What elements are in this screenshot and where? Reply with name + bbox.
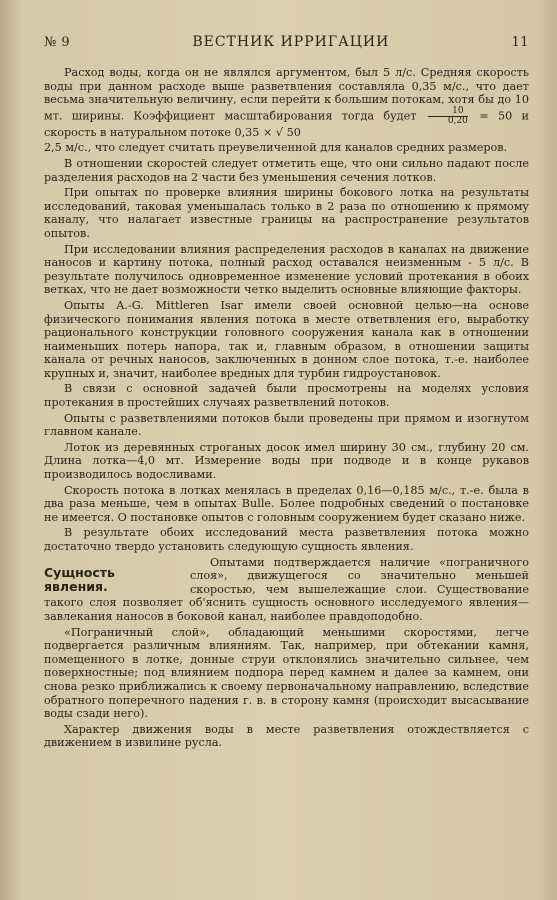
paragraph-flow-rate-cont: 2,5 м/с., что следует считать преувеличенной для каналов средних размеров.: [44, 141, 508, 155]
paragraph-isar-experiments: Опыты A.-G. Mittleren Isar имели своей основной целью—на основе физического понимания явления потока в месте ответвления его, выработку рационального конструкции головного сооружения канала как в отношении наименьших потерь напора, так и, главным образом, в отношении защиты канала от речных наносов, заключенных в донном слое потока, т.-е. наиболее крупных и, значит, наиболее вредных для турбин гидроустановок.: [44, 298, 529, 380]
paragraph-boundary-layer: Опытами подтверждается наличие «пограничного слоя», движущегося со значительно меньшей скоростью, чем вышележащие слои. Существование такого слоя позволяет об'яснить сущность основного исследуемого явления—завлекания наносов в боковой канал, наиболее правдоподобно.: [44, 555, 529, 623]
scale-fraction: $\frac{10}{0,20}$: [428, 107, 468, 126]
paragraph-width-tests: При опытах по проверке влияния ширины бокового лотка на результаты исследований, таковая уменьшалась только в 2 раза по отношению к прямому каналу, что налагает известные границы на распространение результатов опытов.: [44, 186, 529, 240]
paragraph-flume: Лоток из деревянных строганых досок имел ширину 30 см., глубину 20 см. Длина лотка—4,0 мт. Измерение воды при подводе и в конце рукавов производилось водосливами.: [44, 440, 529, 482]
essence-section: [44, 556, 529, 626]
issue-number: № 9: [44, 35, 71, 50]
paragraph-branching: Опыты с разветвлениями потоков были проведены при прямом и изогнутом главном канале.: [44, 411, 529, 439]
paragraph-velocity: В отношении скоростей следует отметить еще, что они сильно падают после разделения расходов на 2 части без уменьшения сечения лотков.: [44, 156, 529, 184]
article-body: [44, 66, 529, 750]
side-heading: Сущность явления.: [44, 564, 115, 594]
paragraph-results: В результате обоих исследований места разветвления потока можно достаточно твердо установить следующую сущность явления.: [44, 526, 529, 553]
paragraph-river-bend: Характер движения воды в месте разветвления отождествляется с движением в извилине русла.: [44, 722, 529, 750]
paragraph-models: В связи с основной задачей были просмотрены на моделях условия протекания в простейших случаях разветвлений потоков.: [44, 382, 529, 410]
paragraph-flow-rate: Расход воды, когда он не являлся аргументом, был 5 л/с. Средняя скорость воды при данном расходе выше разветвления составляла 0,35 м/с., что дает весьма значительную величину, если перейти к большим потокам, хотя бы до 10 мт. ширины. Коэффициент масштабирования тогда будет $\frac{10}{0,20}$ = 50 и скорость в натуральном потоке 0,35 × √ 50: [44, 66, 529, 139]
paragraph-flow-speed: Скорость потока в лотках менялась в пределах 0,16—0,185 м/с., т.-е. была в два раза меньше, чем в опытах Bulle. Более подробных сведений о постановке не имеется. О постановке опытов с головным сооружением будет сказано ниже.: [44, 483, 529, 524]
journal-title: ВЕСТНИК ИРРИГАЦИИ: [192, 34, 390, 50]
paragraph-boundary-layer-effects: «Пограничный слой», обладающий меньшими скоростями, легче подвергается различным влияниям. Так, например, при обтекании камня, помещенного в лотке, донные струи отклонялись значительно сильнее, чем поверхностные; под влиянием подпора перед камнем и далее за камнем, они снова резко приближались к своему первоначальному направлению, вследствие обратного поперечного падения г. в. в сторону камня (происходит высасывание воды сзади него).: [44, 625, 529, 721]
page-number: 11: [511, 35, 529, 50]
page-header: [44, 34, 529, 56]
paragraph-distribution: При исследовании влияния распределения расходов в каналах на движение наносов и картину потока, полный расход оставался неизменным - 5 л/с. В результате получилось одновременное изменение условий протекания в обоих ветках, что не дает возможности четко выделить основные влияющие факторы.: [44, 242, 529, 297]
